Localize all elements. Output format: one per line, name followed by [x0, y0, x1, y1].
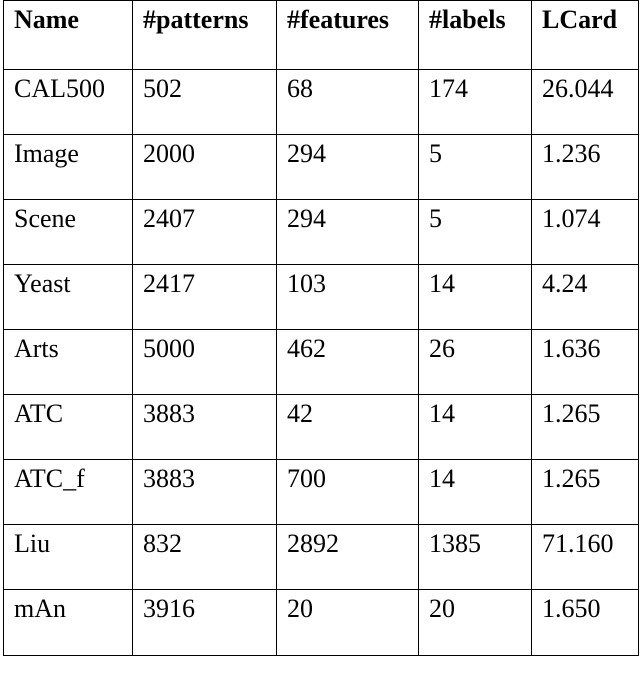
- cell-patterns: 832: [133, 525, 277, 590]
- header-row: [4, 1, 639, 70]
- cell-name: CAL500: [4, 70, 133, 135]
- cell-features: 2892: [277, 525, 419, 590]
- table-row: [4, 525, 639, 590]
- table-row: [4, 460, 639, 525]
- cell-features: 68: [277, 70, 419, 135]
- dataset-statistics-table: [3, 0, 639, 656]
- table-row: [4, 265, 639, 330]
- header-labels: #labels: [419, 1, 532, 70]
- cell-name: ATC: [4, 395, 133, 460]
- table-row: [4, 395, 639, 460]
- cell-lcard: 71.160: [532, 525, 639, 590]
- cell-labels: 5: [419, 200, 532, 265]
- cell-labels: 14: [419, 265, 532, 330]
- table-row: [4, 330, 639, 395]
- cell-lcard: 1.650: [532, 590, 639, 656]
- cell-labels: 5: [419, 135, 532, 200]
- cell-patterns: 3883: [133, 460, 277, 525]
- table-header: [4, 1, 639, 70]
- cell-patterns: 5000: [133, 330, 277, 395]
- cell-patterns: 2417: [133, 265, 277, 330]
- header-name: Name: [4, 1, 133, 70]
- cell-lcard: 26.044: [532, 70, 639, 135]
- cell-name: ATC_f: [4, 460, 133, 525]
- cell-features: 700: [277, 460, 419, 525]
- cell-labels: 14: [419, 395, 532, 460]
- cell-features: 462: [277, 330, 419, 395]
- cell-lcard: 1.265: [532, 460, 639, 525]
- table-row: [4, 200, 639, 265]
- cell-features: 103: [277, 265, 419, 330]
- cell-lcard: 1.636: [532, 330, 639, 395]
- cell-lcard: 1.265: [532, 395, 639, 460]
- cell-labels: 20: [419, 590, 532, 656]
- table-body: [4, 70, 639, 656]
- cell-name: Arts: [4, 330, 133, 395]
- cell-labels: 1385: [419, 525, 532, 590]
- cell-lcard: 4.24: [532, 265, 639, 330]
- table-row: [4, 135, 639, 200]
- table-row: [4, 70, 639, 135]
- cell-features: 294: [277, 135, 419, 200]
- cell-patterns: 3883: [133, 395, 277, 460]
- cell-patterns: 3916: [133, 590, 277, 656]
- cell-features: 42: [277, 395, 419, 460]
- cell-name: Yeast: [4, 265, 133, 330]
- header-patterns: #patterns: [133, 1, 277, 70]
- cell-name: Image: [4, 135, 133, 200]
- cell-patterns: 2407: [133, 200, 277, 265]
- cell-name: mAn: [4, 590, 133, 656]
- cell-lcard: 1.236: [532, 135, 639, 200]
- header-features: #features: [277, 1, 419, 70]
- header-lcard: LCard: [532, 1, 639, 70]
- cell-patterns: 2000: [133, 135, 277, 200]
- cell-features: 294: [277, 200, 419, 265]
- table-row: [4, 590, 639, 656]
- cell-patterns: 502: [133, 70, 277, 135]
- cell-name: Liu: [4, 525, 133, 590]
- cell-labels: 174: [419, 70, 532, 135]
- cell-labels: 14: [419, 460, 532, 525]
- cell-name: Scene: [4, 200, 133, 265]
- cell-lcard: 1.074: [532, 200, 639, 265]
- cell-features: 20: [277, 590, 419, 656]
- cell-labels: 26: [419, 330, 532, 395]
